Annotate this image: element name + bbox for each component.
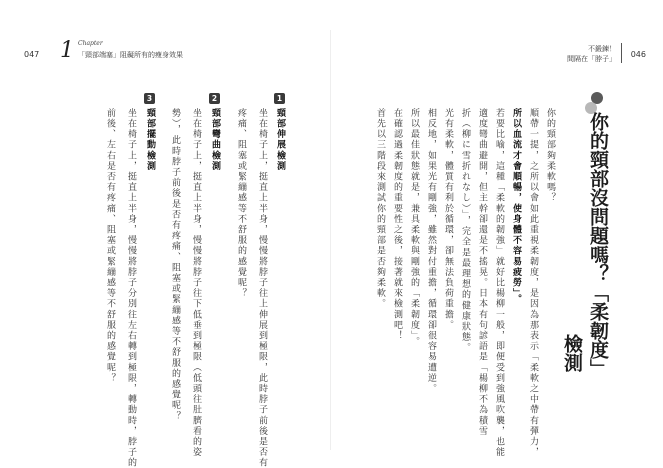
chapter-word: Chapter [78, 40, 103, 47]
article-title-line-2: 檢測 [561, 334, 583, 372]
analogy-line-2: 適度彎曲避開，但主幹卻還是不搖晃。日本有句諺語是「楊柳不為積雪 [477, 108, 487, 437]
section-3-line-2: 前後、左右是否有疼痛、阻塞或緊繃感等不舒服的感覺呢？ [105, 108, 115, 384]
right-header-line-2: 間隔在「脖子」 [567, 55, 616, 63]
chapter-number: 1 [60, 38, 74, 63]
section-3-badge: 3 [144, 93, 155, 104]
closing-line-4: 在確認過柔韌度的重要性之後，接著就來檢測吧！ [392, 108, 402, 342]
section-3-line-1: 坐在椅子上，挺直上半身，慢慢將脖子分別往左右轉到極限，轉動時，脖子的 [126, 108, 136, 468]
section-2-line-1: 坐在椅子上，挺直上半身，慢慢將脖子往下低垂到極限（低頭往肚臍看的姿 [191, 108, 201, 458]
right-page [331, 0, 662, 465]
closing-line-1: 光有柔軟，體質有利於循環，卻無法負荷重擔。 [443, 108, 453, 331]
right-header-line-1: 不鍛鍊！ [588, 45, 616, 53]
section-1-title: 頸部伸展檢測 [275, 108, 285, 172]
left-page [0, 0, 331, 468]
section-2-line-2: 勢），此時脖子前後是否有疼痛、阻塞或緊繃感等不舒服的感覺呢？ [170, 108, 180, 422]
section-1-line-2: 疼痛、阻塞或緊繃感等不舒服的感覺呢？ [236, 108, 246, 299]
left-page-number: 047 [24, 50, 40, 59]
analogy-line-1: 若要比喻，這種「柔軟的韌強」就好比楊柳一般，即便受到強風吹襲，也能 [494, 108, 504, 458]
right-header [556, 40, 646, 70]
intro-line-1: 你的頸部夠柔軟嗎？ [545, 108, 555, 204]
analogy-line-3: 折（柳に雪折れなし）」，完全是最理想的健康狀態。 [460, 108, 470, 354]
closing-line-2: 相反地，如果光有剛強，雖然對付重擔，循環卻很容易遭逆。 [426, 108, 436, 395]
section-2-badge: 2 [209, 93, 220, 104]
closing-line-3: 所以最佳狀態就是，兼具柔軟與剛強的「柔韌度」。 [409, 108, 419, 348]
chapter-title: 「頸部端塞」阻礙所有的瘦身效果 [78, 51, 183, 59]
intro-line-2: 順帶一提，之所以會如此重視柔韌度，是因為那表示「柔軟之中帶有彈力， [528, 108, 538, 458]
article-title-line-1: 你的頸部沒問題嗎？「柔韌度」 [587, 112, 609, 378]
section-1-line-1: 坐在椅子上，挺直上半身，慢慢將脖子往上伸展到極限，此時脖子前後是否有 [257, 108, 267, 468]
intro-bold-line: 所以血流才會順暢，使身體不容易疲勞」。 [511, 108, 521, 305]
header-divider [621, 43, 622, 63]
closing-line-5: 首先以三階段來測試你的頸部是否夠柔軟。 [375, 108, 385, 310]
right-page-number: 046 [630, 50, 646, 59]
section-1-badge: 1 [274, 93, 285, 104]
section-2-title: 頸部彎曲檢測 [210, 108, 220, 172]
section-3-title: 頸部擺動檢測 [145, 108, 155, 172]
